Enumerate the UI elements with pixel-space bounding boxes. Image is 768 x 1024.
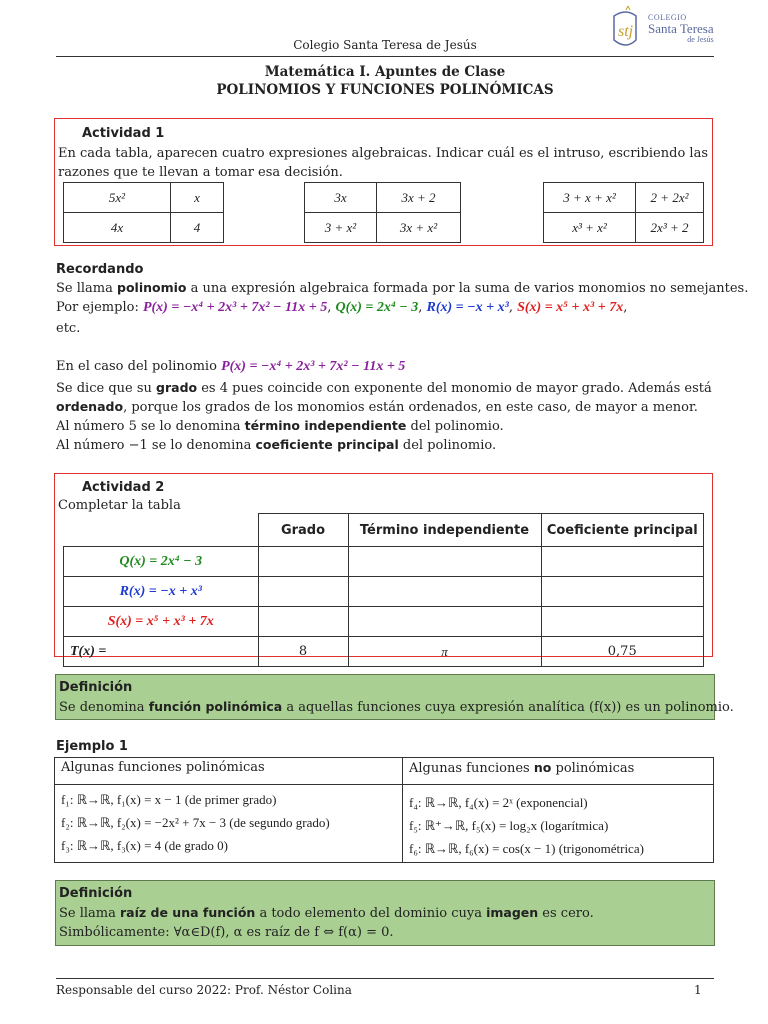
ej-right-cell [403,785,714,863]
header-rule [56,56,714,57]
ejemplo1-heading: Ejemplo 1 [56,739,128,754]
ej-left-cell [55,785,403,863]
activity1-heading: Actividad 1 [82,126,165,141]
caso-line3: ordenado, porque los grados de los monomios están ordenados, en este caso, de mayor a menor. [56,399,698,415]
ej-right-item: f₅: ℝ⁺→ℝ, f₅(x) = log₂x (logarítmica) [409,818,609,833]
t2-cell: 3x + x² [376,213,460,243]
t3-cell: 3 + x + x² [544,183,636,213]
t3-cell: x³ + x² [544,213,636,243]
intruso-table-2 [304,182,461,243]
title-line1: Matemática I. Apuntes de Clase [264,64,506,80]
t2-cell: 3x [305,183,377,213]
ti-cell: π [348,637,541,667]
recordando-etc: etc. [56,321,81,336]
ejemplo1-table [54,757,714,863]
grado-cell: 8 [258,637,348,667]
definition2-heading: Definición [59,886,133,901]
t2-cell: 3 + x² [305,213,377,243]
corner-cell [64,514,259,547]
t1-cell: 4 [170,213,223,243]
recordando-line1: Se llama polinomio a una expresión algebraica formada por la suma de varios monomios no semejantes. [56,280,749,296]
ej-right-item: f₆: ℝ→ℝ, f₆(x) = cos(x − 1) (trigonométrica) [409,841,644,856]
cp-cell[interactable] [541,577,704,607]
ti-cell[interactable] [348,547,541,577]
activity1-text2: razones que te llevan a tomar esa decisión. [58,165,343,180]
cp-cell[interactable] [541,547,704,577]
activity2-sub: Completar la tabla [58,498,181,513]
row-label: Q(x) = 2x⁴ − 3 [64,547,259,577]
t3-cell: 2 + 2x² [636,183,704,213]
ej-left-item: f₂: ℝ→ℝ, f₂(x) = −2x² + 7x − 3 (de segundo grado) [61,815,330,830]
t3-cell: 2x³ + 2 [636,213,704,243]
t1-cell: 4x [64,213,171,243]
logo-line1: COLEGIO [648,13,687,22]
grado-cell[interactable] [258,577,348,607]
t1-cell: 5x² [64,183,171,213]
svg-text:stj: stj [618,23,634,40]
ti-cell[interactable] [348,577,541,607]
recordando-heading: Recordando [56,262,144,277]
t2-cell: 3x + 2 [376,183,460,213]
definition1-heading: Definición [59,680,133,695]
definition2-text2: Simbólicamente: ∀α∈D(f), α es raíz de f ⇔ f(α) = 0. [59,925,394,940]
cp-cell: 0,75 [541,637,704,667]
row-label: T(x) = [64,637,259,667]
ej-left-item: f₁: ℝ→ℝ, f₁(x) = x − 1 (de primer grado) [61,792,277,807]
caso-line1: En el caso del polinomio P(x) = −x⁴ + 2x³ + 7x² − 11x + 5 [56,359,406,374]
ej-right-item: f₄: ℝ→ℝ, f₄(x) = 2ˣ (exponencial) [409,795,588,810]
ej-col2-header: Algunas funciones no polinómicas [403,758,714,785]
footer-responsable: Responsable del curso 2022: Prof. Néstor Colina [56,983,352,997]
definition2-text1: Se llama raíz de una función a todo elemento del dominio cuya imagen es cero. [59,905,594,921]
completar-table [63,513,704,667]
ej-left-item: f₃: ℝ→ℝ, f₃(x) = 4 (de grado 0) [61,838,228,853]
logo-line2: Santa Teresa [648,21,714,36]
ti-cell[interactable] [348,607,541,637]
activity2-heading: Actividad 2 [82,480,165,495]
definition1-text: Se denomina función polinómica a aquellas funciones cuya expresión analítica (f(x)) es un polinomio. [59,699,734,715]
t1-cell: x [170,183,223,213]
caso-line5: Al número −1 se lo denomina coeficiente principal del polinomio. [56,437,497,453]
cp-cell[interactable] [541,607,704,637]
recordando-line2: Por ejemplo: P(x) = −x⁴ + 2x³ + 7x² − 11x + 5, Q(x) = 2x⁴ − 3, R(x) = −x + x³, S(x) = x⁵ + x³ + 7x, [56,300,628,315]
col-header: Coeficiente principal [541,514,704,547]
row-label: S(x) = x⁵ + x³ + 7x [64,607,259,637]
col-header: Término independiente [348,514,541,547]
activity1-text1: En cada tabla, aparecen cuatro expresiones algebraicas. Indicar cuál es el intruso, escribiendo las [58,146,708,161]
grado-cell[interactable] [258,547,348,577]
logo-line3: de Jesús [687,35,714,44]
footer-rule [56,978,714,979]
grado-cell[interactable] [258,607,348,637]
row-label: R(x) = −x + x³ [64,577,259,607]
caso-line4: Al número 5 se lo denomina término independiente del polinomio. [56,418,504,434]
header-school: Colegio Santa Teresa de Jesús [293,38,477,52]
intruso-table-1 [63,182,224,243]
col-header: Grado [258,514,348,547]
caso-line2: Se dice que su grado es 4 pues coincide con exponente del monomio de mayor grado. Además está [56,380,712,396]
intruso-table-3 [543,182,704,243]
title-line2: POLINOMIOS Y FUNCIONES POLINÓMICAS [216,82,554,98]
page-number: 1 [694,983,702,997]
ej-col1-header: Algunas funciones polinómicas [55,758,403,785]
